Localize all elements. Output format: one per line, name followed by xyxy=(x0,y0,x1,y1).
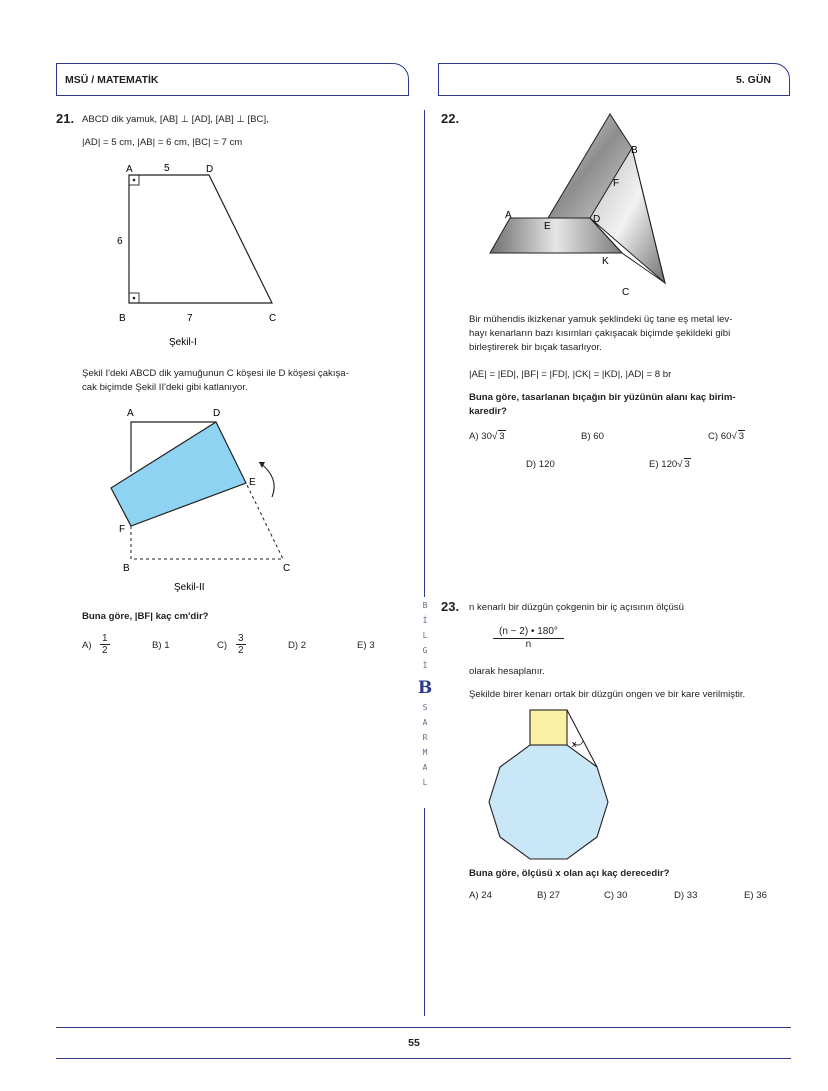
angle-x-label: x xyxy=(572,739,577,749)
q23-after: olarak hesaplanır. xyxy=(469,666,545,677)
side-letter: M xyxy=(422,748,428,757)
q23-option-a[interactable]: A) 24 xyxy=(469,890,492,901)
brand-logo: B xyxy=(417,678,433,698)
q22-options xyxy=(469,430,791,470)
q21-figure-2 xyxy=(100,400,310,600)
q21-option-c-label[interactable]: C) xyxy=(217,640,228,651)
q22-option-a[interactable]: A) 30√ 3 xyxy=(469,431,505,442)
q22-paragraph xyxy=(469,313,791,355)
side-letter: L xyxy=(422,778,428,787)
q23-option-e[interactable]: E) 36 xyxy=(744,890,767,901)
formula-denominator: n xyxy=(525,639,532,650)
side-letter: A xyxy=(422,718,428,727)
caption-sekil-1: Şekil-I xyxy=(169,337,197,348)
q23-question: Buna göre, ölçüsü x olan açı kaç derecedir? xyxy=(469,868,670,879)
column-divider-top xyxy=(424,110,425,597)
q21-question: Buna göre, |BF| kaç cm'dir? xyxy=(82,611,209,622)
label-c: C xyxy=(283,563,291,574)
q21-desc1: Şekil I'deki ABCD dik yamuğunun C köşesi ile D köşesi çakışa- xyxy=(82,368,349,379)
q23-option-c[interactable]: C) 30 xyxy=(604,890,628,901)
q22-p2: hayı kenarların bazı kısımları çakışacak biçimde şekildeki gibi xyxy=(469,328,731,339)
caption-sekil-2: Şekil-II xyxy=(174,582,205,593)
numerator: 3 xyxy=(238,633,244,644)
q23-option-d[interactable]: D) 33 xyxy=(674,890,698,901)
q23-option-b[interactable]: B) 27 xyxy=(537,890,560,901)
page-number: 55 xyxy=(408,1037,420,1049)
q23-figure xyxy=(485,705,615,860)
q21-line1: ABCD dik yamuk, [AB] ⊥ [AD], [AB] ⊥ [BC], xyxy=(82,114,269,125)
q22-question xyxy=(469,391,791,419)
side-letter: İ xyxy=(422,616,428,625)
footer-rule-top xyxy=(56,1027,791,1028)
q21-options xyxy=(82,633,382,663)
side-letter: S xyxy=(422,703,428,712)
trapezoid-abcd xyxy=(129,175,272,303)
denominator: 2 xyxy=(238,645,244,656)
q22-option-c[interactable]: C) 60√ 3 xyxy=(708,431,745,442)
q22-q1: Buna göre, tasarlanan bıçağın bir yüzünün alanı kaç birim- xyxy=(469,392,736,403)
q22-q2: karedir? xyxy=(469,406,507,417)
label-c: C xyxy=(622,287,630,298)
label-a: A xyxy=(127,408,134,419)
label-d: D xyxy=(206,164,214,175)
formula-numerator: (n − 2) • 180° xyxy=(493,626,564,639)
label-e: E xyxy=(249,477,256,488)
label-a: A xyxy=(126,164,133,175)
q21-option-a-fraction xyxy=(100,633,110,656)
q23-intro: n kenarlı bir düzgün çokgenin bir iç açısının ölçüsü xyxy=(469,602,684,613)
q21-option-d[interactable]: D) 2 xyxy=(288,640,307,651)
label-bc-length: 7 xyxy=(187,313,193,324)
q21-option-e[interactable]: E) 3 xyxy=(357,640,375,651)
label-b: B xyxy=(631,145,638,156)
label-f: F xyxy=(119,524,126,535)
q22-option-b[interactable]: B) 60 xyxy=(581,431,604,442)
q21-option-c-fraction xyxy=(236,633,246,656)
label-a: A xyxy=(505,210,512,221)
label-d: D xyxy=(213,408,221,419)
label-f: F xyxy=(613,178,620,189)
q22-number: 22. xyxy=(441,111,460,126)
side-letter: İ xyxy=(422,661,428,670)
header-right-title: 5. GÜN xyxy=(735,74,771,86)
label-e: E xyxy=(544,221,551,232)
side-letter: L xyxy=(422,631,428,640)
fold-arrow xyxy=(259,462,274,497)
q21-number: 21. xyxy=(56,111,75,126)
footer-rule-bottom xyxy=(56,1058,791,1059)
side-letter: G xyxy=(422,646,428,655)
side-letter: B xyxy=(422,601,428,610)
q21-desc2: cak biçimde Şekil II'deki gibi katlanıyor. xyxy=(82,382,248,393)
column-divider-bottom xyxy=(424,808,425,1016)
header-right-box xyxy=(438,63,790,96)
label-ad-length: 5 xyxy=(164,163,170,174)
q23-options xyxy=(469,889,791,905)
label-k: K xyxy=(602,256,609,267)
numerator: 1 xyxy=(102,633,108,644)
side-letter: R xyxy=(422,733,428,742)
regular-decagon xyxy=(489,745,608,859)
q22-p1: Bir mühendis ikizkenar yamuk şeklindeki üç tane eş metal lev- xyxy=(469,314,733,325)
q22-figure-knife xyxy=(480,108,680,300)
q22-option-e[interactable]: E) 120√ 3 xyxy=(649,459,690,470)
label-b: B xyxy=(123,563,130,574)
q22-given: |AE| = |ED|, |BF| = |FD|, |CK| = |KD|, |AD| = 8 br xyxy=(469,369,672,380)
q21-figure-1 xyxy=(100,160,300,355)
side-letter: A xyxy=(422,763,428,772)
q23-number: 23. xyxy=(441,599,460,614)
label-ab-length: 6 xyxy=(117,236,123,247)
label-d: D xyxy=(593,214,601,225)
label-b: B xyxy=(119,313,126,324)
header-left-box xyxy=(56,63,409,96)
q22-p3: birleştirerek bir bıçak tasarlıyor. xyxy=(469,342,602,353)
header-left-title: MSÜ / MATEMATİK xyxy=(65,74,159,86)
denominator: 2 xyxy=(102,645,108,656)
q23-formula xyxy=(493,626,564,650)
label-c: C xyxy=(269,313,277,324)
q21-option-b[interactable]: B) 1 xyxy=(152,640,170,651)
q23-desc: Şekilde birer kenarı ortak bir düzgün ongen ve bir kare verilmiştir. xyxy=(469,689,746,700)
q22-option-d[interactable]: D) 120 xyxy=(526,459,555,470)
square xyxy=(530,710,567,745)
q21-option-a-label[interactable]: A) xyxy=(82,640,92,651)
q21-line2: |AD| = 5 cm, |AB| = 6 cm, |BC| = 7 cm xyxy=(82,137,243,148)
